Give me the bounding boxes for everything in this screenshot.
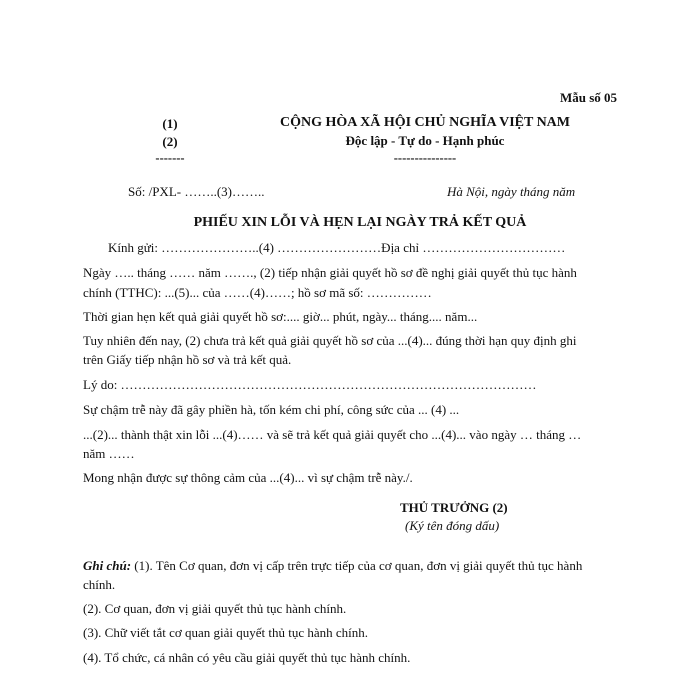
note-1-line-1 [83,558,582,574]
signature-title: THỦ TRƯỞNG (2) [400,500,508,515]
agency-superior: (1) [162,116,178,131]
agency-name: (2) [162,134,178,149]
note-3: (3). Chữ viết tắt cơ quan giải quyết thủ tục hành chính. [83,625,369,640]
paragraph-3-line-2: trên Giấy tiếp nhận hồ sơ và trả kết quả. [83,352,292,367]
recipient-line: Kính gửi: …………………..(4) ……………………Địa chỉ …………………………… [108,240,566,255]
note-1-line-2: chính. [83,577,116,592]
paragraph-1-line-2: chính (TTHC): ...(5)... của ……(4)……; hồ sơ mã số: …………… [83,285,432,300]
document-number: Số: /PXL- ……..(3)…….. [128,184,265,199]
paragraph-5: Sự chậm trễ này đã gây phiền hà, tốn kém chi phí, công sức của ... (4) ... [83,402,460,417]
document-title: PHIẾU XIN LỖI VÀ HẸN LẠI NGÀY TRẢ KẾT QUẢ [193,215,527,230]
left-divider: ------- [155,151,185,165]
paragraph-6-line-1: ...(2)... thành thật xin lỗi ...(4)…… và sẽ trả kết quả giải quyết cho ...(4)... vào ngày … tháng … [83,427,582,442]
notes-label: Ghi chú: [83,558,132,573]
right-divider: --------------- [393,151,457,165]
country-name: CỘNG HÒA XÃ HỘI CHỦ NGHĨA VIỆT NAM [279,115,570,130]
form-code: Mẫu số 05 [560,90,618,105]
note-2: (2). Cơ quan, đơn vị giải quyết thủ tục hành chính. [83,601,347,616]
note-4: (4). Tổ chức, cá nhân có yêu cầu giải quyết thủ tục hành chính. [83,650,411,665]
paragraph-2: Thời gian hẹn kết quả giải quyết hồ sơ:.... giờ... phút, ngày... tháng.... năm... [83,309,478,324]
paragraph-1-line-1: Ngày ….. tháng …… năm ……., (2) tiếp nhận giải quyết hồ sơ đề nghị giải quyết thủ tục hành [83,265,577,280]
signature-note: (Ký tên đóng dấu) [405,518,500,533]
note-1-text: (1). Tên Cơ quan, đơn vị cấp trên trực tiếp của cơ quan, đơn vị giải quyết thủ tục hành [131,558,583,573]
paragraph-6-line-2: năm …… [83,446,135,461]
place-date: Hà Nội, ngày tháng năm [447,184,576,199]
paragraph-7: Mong nhận được sự thông cảm của ...(4)... vì sự chậm trễ này./. [83,470,413,485]
reason-line: Lý do: …………………………………………………………………………………… [83,377,537,392]
paragraph-3-line-1: Tuy nhiên đến nay, (2) chưa trả kết quả giải quyết hồ sơ của ...(4)... đúng thời hạn quy định ghi [83,333,577,348]
motto: Độc lập - Tự do - Hạnh phúc [345,133,505,148]
